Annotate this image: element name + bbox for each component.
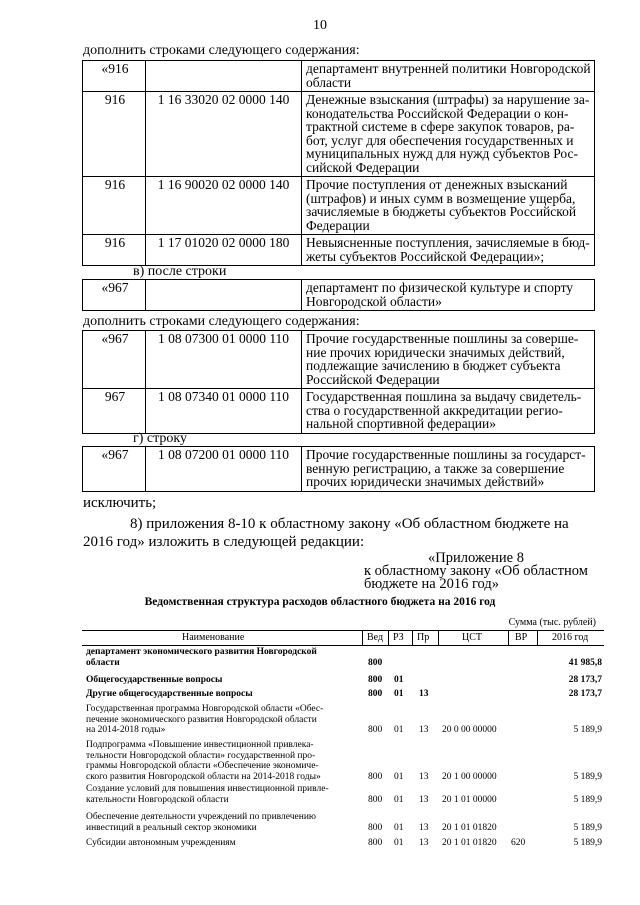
code-admin: «916: [83, 61, 146, 92]
description-line: Прочие государственные пошлины за государст-: [306, 447, 586, 462]
code-admin: 916: [83, 177, 146, 235]
row-cst: 20 0 00 00000: [442, 725, 497, 735]
row-name-line: на 2014-2018 годы»: [86, 725, 166, 735]
row-name: [86, 675, 358, 686]
row-name: [86, 704, 358, 736]
intro-text-1: дополнить строками следующего содержания:: [83, 43, 360, 58]
row-ved: 800: [368, 725, 383, 735]
row-name-line: кательности Новгородской области: [86, 794, 229, 805]
paragraph-8-line-1: 8) приложения 8-10 к областному закону «Об областном бюджете на: [130, 516, 569, 532]
row-ved: 800: [368, 657, 383, 668]
appendix-line-3: бюджете на 2016 год»: [364, 576, 500, 592]
amendment-table-4: [82, 446, 595, 492]
code-admin: 916: [83, 92, 146, 177]
description-line: бот, услуг для обеспечения государственных и: [306, 132, 574, 148]
description-line: ние прочих юридически значимых действий,: [306, 344, 565, 360]
row-name-line: Обеспечение деятельности учреждений по привлечению: [86, 812, 317, 822]
row-name-line: области: [86, 657, 120, 668]
row-name: [86, 812, 358, 833]
row-name-line: Субсидии автономным учреждениям: [86, 838, 236, 848]
table-row: [83, 331, 595, 389]
amendment-table-2: [82, 279, 595, 311]
row-name: [86, 838, 358, 849]
header-vr: ВР: [515, 632, 528, 643]
after-line-label: в) после строки: [133, 264, 227, 279]
row-name-line: Общегосударственные вопросы: [86, 675, 223, 685]
description-line: Федерации: [306, 217, 370, 233]
table-row: [83, 389, 595, 434]
budget-table-title: Ведомственная структура расходов областного бюджета на 2016 год: [144, 596, 496, 608]
header-ved: Вед: [367, 632, 384, 643]
table-row: [83, 177, 595, 235]
description-line: Прочие государственные пошлины за соверше-: [306, 331, 579, 346]
code-admin: 916: [83, 235, 146, 266]
income-description: [302, 447, 595, 492]
exclude-text: исключить;: [83, 495, 157, 511]
row-ved: 800: [368, 689, 383, 699]
description-line: департамент внутренней политики Новгородской: [306, 61, 591, 76]
row-rz: 01: [394, 794, 404, 805]
income-description: [302, 389, 595, 434]
intro-text-2: дополнить строками следующего содержания:: [83, 314, 360, 329]
budget-table-header: [82, 630, 604, 646]
income-description: [302, 177, 595, 235]
income-description: [302, 92, 595, 177]
row-rz: 01: [394, 675, 404, 685]
row-name-line: Другие общегосударственные вопросы: [86, 689, 253, 699]
row-ved: 800: [368, 794, 383, 805]
code-income: 1 17 01020 02 0000 180: [146, 235, 302, 266]
description-line: Денежные взыскания (штрафы) за нарушение за-: [306, 92, 590, 107]
code-income: 1 08 07300 01 0000 110: [146, 331, 302, 389]
description-line: Прочие поступления от денежных взысканий: [306, 177, 568, 192]
row-cst: 20 1 01 01820: [442, 822, 497, 833]
description-line: нальной спортивной федерации»: [306, 416, 497, 431]
description-line: Российской Федерации: [306, 371, 440, 387]
row-ved: 800: [368, 771, 383, 782]
code-income: [146, 280, 302, 311]
row-name-line: тельности Новгородской области» государственной про-: [86, 750, 316, 761]
row-rz: 01: [394, 771, 404, 782]
code-income: 1 08 07340 01 0000 110: [146, 389, 302, 434]
description-line: прочих юридически значимых действий»: [306, 474, 545, 489]
row-rz: 01: [394, 822, 404, 833]
appendix-line-1: «Приложение 8: [428, 550, 524, 566]
row-rz: 01: [394, 689, 404, 699]
row-sum: 5 189,9: [573, 725, 602, 735]
description-line: зачисляемые в бюджеты субъектов Российской: [306, 204, 577, 219]
row-pr: 13: [419, 725, 429, 735]
row-rz: 01: [394, 725, 404, 735]
row-rz: 01: [394, 838, 404, 848]
g-line-label: г) строку: [133, 431, 188, 446]
row-name-line: департамент экономического развития Новгородской: [86, 647, 317, 657]
row-ved: 800: [368, 822, 383, 833]
description-line: сийской Федерации: [306, 159, 420, 175]
row-name: [86, 784, 358, 805]
description-line: Государственная пошлина за выдачу свидетель-: [306, 389, 582, 404]
description-line: конодательства Российской Федерации о кон-: [306, 105, 569, 121]
page-number: 10: [313, 18, 327, 33]
description-line: жеты субъектов Российской Федерации»;: [306, 248, 545, 264]
table-row: [83, 280, 595, 311]
row-cst: 20 1 01 01820: [442, 838, 497, 848]
code-admin: 967: [83, 389, 146, 434]
table-row: [83, 61, 595, 92]
row-name-line: граммы Новгородской области «Обеспечение экономиче-: [86, 761, 319, 771]
description-line: Невыясненные поступления, зачисляемые в бюд-: [306, 235, 590, 250]
description-line: трактной системе в сфере закупок товаров, ра-: [306, 119, 575, 134]
paragraph-8-line-2: 2016 год» изложить в следующей редакции:: [83, 534, 365, 550]
description-line: департамент по физической культуре и спорту: [306, 280, 574, 295]
row-sum: 5 189,9: [573, 822, 602, 833]
row-name-line: печение экономического развития Новгородской области: [86, 714, 317, 725]
income-description: [302, 61, 595, 92]
description-line: муниципальных нужд для нужд субъектов Рос-: [306, 146, 579, 161]
code-income: 1 16 90020 02 0000 140: [146, 177, 302, 235]
code-income: [146, 61, 302, 92]
description-line: венную регистрацию, а также за совершение: [306, 460, 565, 476]
income-description: [302, 280, 595, 311]
row-ved: 800: [368, 838, 383, 848]
row-cst: 20 1 00 00000: [442, 771, 497, 782]
row-pr: 13: [419, 794, 429, 805]
amendment-table-1: [82, 60, 595, 266]
code-income: 1 16 33020 02 0000 140: [146, 92, 302, 177]
description-line: Новгородской области»: [306, 293, 442, 309]
row-sum: 5 189,9: [573, 794, 602, 805]
description-line: подлежащие зачислению в бюджет субъекта: [306, 358, 561, 373]
table-row: [83, 235, 595, 266]
header-rz: РЗ: [393, 632, 404, 643]
appendix-line-2: к областному закону «Об областном: [364, 563, 588, 579]
row-sum: 41 985,8: [568, 657, 602, 668]
row-cst: 20 1 01 00000: [442, 794, 497, 805]
header-cst: ЦСТ: [462, 632, 482, 643]
header-year: 2016 год: [552, 632, 589, 643]
code-admin: «967: [83, 447, 146, 492]
amendment-table-3: [82, 330, 595, 434]
row-name-line: Государственная программа Новгородской области «Обес-: [86, 704, 324, 714]
row-vr: 620: [511, 838, 526, 848]
income-description: [302, 331, 595, 389]
row-sum: 5 189,9: [573, 771, 602, 782]
row-ved: 800: [368, 675, 383, 685]
code-admin: «967: [83, 331, 146, 389]
row-name: [86, 740, 358, 782]
row-sum: 28 173,7: [568, 675, 602, 685]
code-income: 1 08 07200 01 0000 110: [146, 447, 302, 492]
table-row: [83, 92, 595, 177]
sum-unit-label: Сумма (тыс. рублей): [508, 617, 596, 628]
row-sum: 5 189,9: [573, 838, 602, 848]
description-line: ства о государственной аккредитации регио-: [306, 402, 563, 418]
table-row: [83, 447, 595, 492]
row-name: [86, 647, 358, 668]
description-line: области: [306, 74, 352, 90]
row-sum: 28 173,7: [568, 689, 602, 699]
row-name-line: ского развития Новгородской области на 2014-2018 годы»: [86, 771, 321, 782]
header-name: Наименование: [182, 632, 245, 643]
description-line: (штрафов) и иных сумм в возмещение ущерба,: [306, 190, 576, 206]
row-name-line: Подпрограмма «Повышение инвестиционной привлека-: [86, 740, 314, 750]
row-name: [86, 689, 358, 700]
row-pr: 13: [419, 771, 429, 782]
code-admin: «967: [83, 280, 146, 311]
income-description: [302, 235, 595, 266]
row-pr: 13: [419, 822, 429, 833]
row-name-line: инвестиций в реальный сектор экономики: [86, 822, 257, 833]
row-pr: 13: [419, 838, 429, 848]
header-pr: Пр: [417, 632, 430, 643]
row-name-line: Создание условий для повышения инвестиционной привле-: [86, 784, 329, 794]
row-pr: 13: [419, 689, 429, 699]
